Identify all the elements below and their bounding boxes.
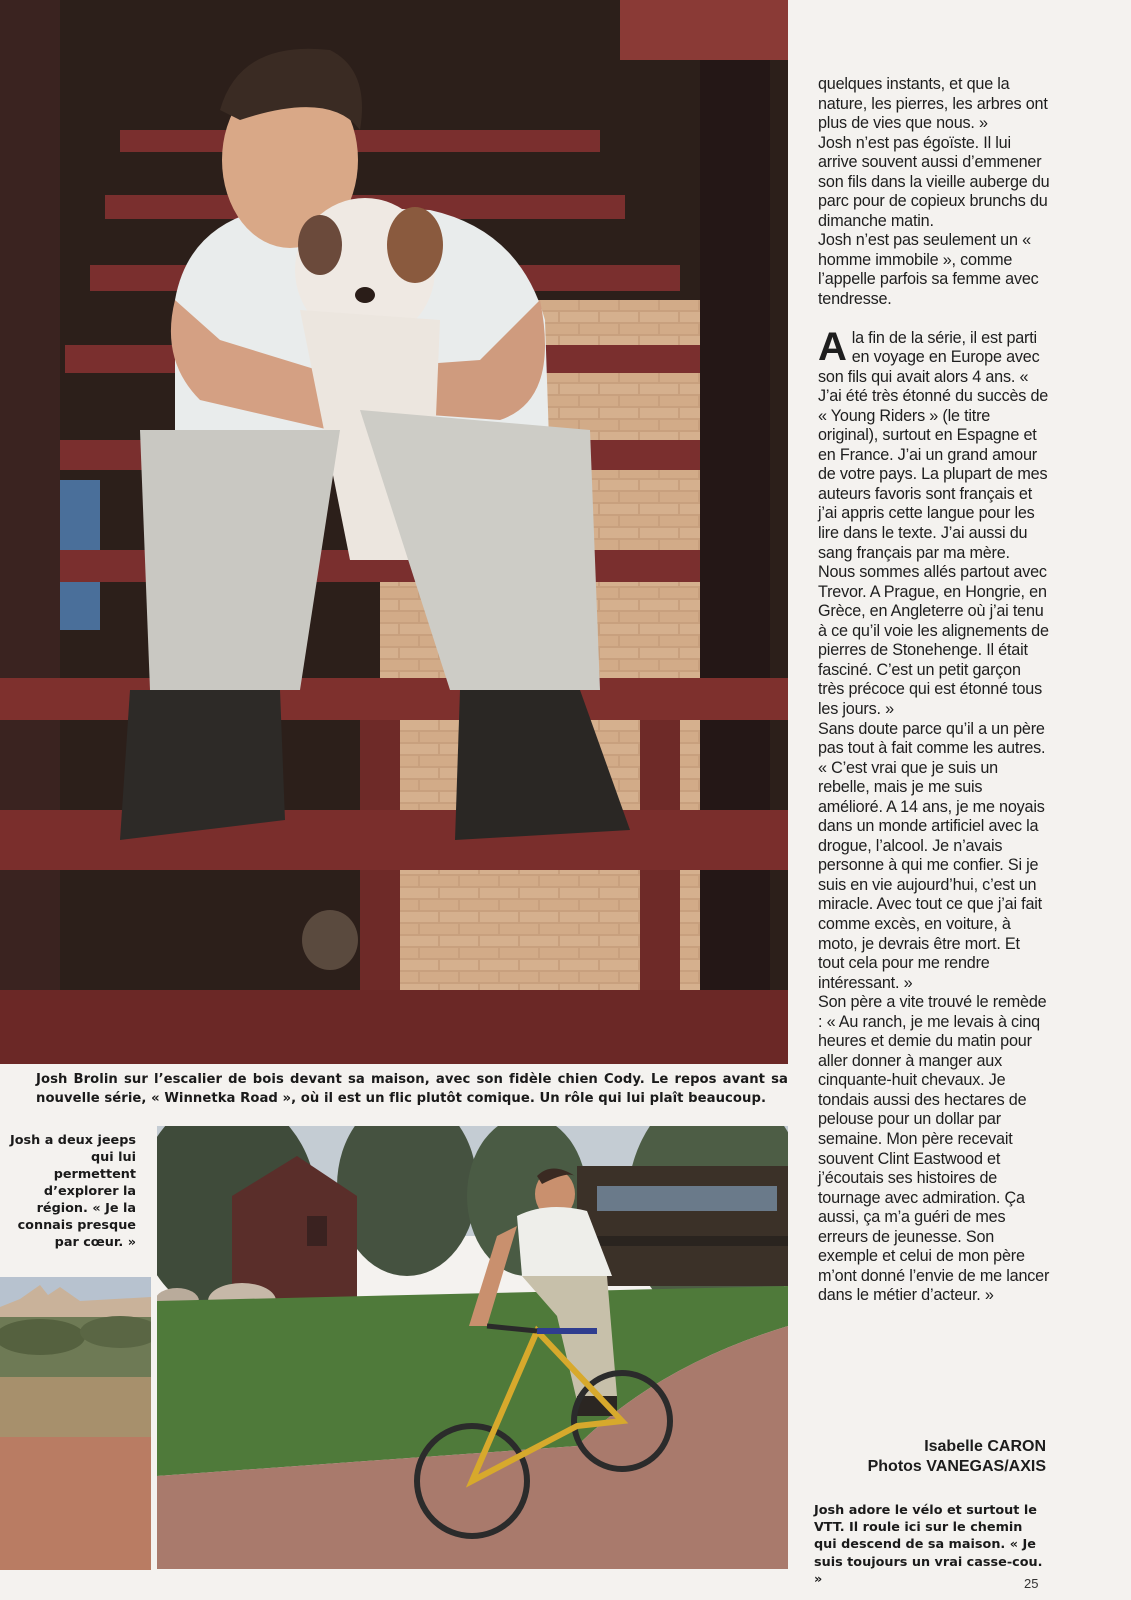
article-paragraph: Sans doute parce qu’il a un père pas tout à fait comme les autres. « C’est vrai que je suis un rebelle, mais je me suis amélioré. A 14 ans, je me noyais dans un monde artificiel avec la drogue, l’alcool. Je n’avais personne à qui me confier. Si je suis en vie aujourd’hui, c’est un miracle. Avec tout ce que j’ai fait comme excès, en voiture, à moto, je devrais être mort. Et tout cela pour me rendre intéressant. » (818, 719, 1046, 992)
bike-photo (157, 1126, 788, 1569)
jeep-caption: Josh a deux jeeps qui lui permettent d’explorer la région. « Je la connais presque par cœur. » (9, 1133, 136, 1250)
article-paragraph: Son père a vite trouvé le remède : « Au ranch, je me levais à cinq heures et demie du matin pour aller donner à manger aux cinquante-huit chevaux. Je tondais aussi des hectares de pelouse pour un dollar par semaine. Mon père recevait souvent Clint Eastwood et j’écoutais ses histoires de tournage avec admiration. Ça aussi, ça m’a guéri de mes erreurs de jeunesse. Son exemple et celui de mon père m’ont donné l’envie de me lancer dans le métier d’acteur. » (818, 993, 1050, 1305)
article-section-2-paragraph (818, 324, 1050, 720)
photo-credit: Photos VANEGAS/AXIS (867, 1457, 1046, 1475)
article-paragraph: quelques instants, et que la nature, les pierres, les arbres ont plus de vies que nous. » (818, 75, 1048, 133)
article-paragraph: Josh n’est pas égoïste. Il lui arrive souvent aussi d’emmener son fils dans la vieille auberge du parc pour de copieux brunchs du dimanche matin. (818, 133, 1050, 230)
step (0, 678, 788, 720)
article-text: la fin de la série, il est parti en voyage en Europe avec son fils qui avait alors 4 ans. « J’ai été très étonné du succès de « Young Riders » (le titre original), surtout en Espagne et en France. J’ai un grand amour de votre pays. La plupart de mes auteurs favoris sont français et j’ai appris cette langue pour les lire dans le texte. J’ai aussi du sang français par ma mère. Nous sommes allés partout avec Trevor. A Prague, en Hongrie, en Grèce, en Angleterre où j’ai tenu à ce qu’il voie les alignements de pierres de Stonehenge. Il était fasciné. C’est un petit garçon très précoce qui est étonné tous les jours. » (818, 328, 1049, 718)
article-paragraph: Josh n’est pas seulement un « homme immobile », comme l’appelle parfois sa femme avec tendresse. (818, 231, 1039, 309)
author-name: Isabelle CARON (924, 1438, 1046, 1455)
landscape-photo (0, 1277, 151, 1570)
main-photo (0, 0, 788, 1064)
step (0, 810, 788, 870)
main-photo-caption: Josh Brolin sur l’escalier de bois devant sa maison, avec son fidèle chien Cody. Le repos avant sa nouvelle série, « Winnetka Road », où il est un flic plutôt comique. Un rôle qui lui plaît beaucoup. (36, 1072, 788, 1106)
article-credits (818, 1437, 1046, 1476)
page-number: 25 (1024, 1576, 1039, 1591)
bike-photo-caption: Josh adore le vélo et surtout le VTT. Il roule ici sur le chemin qui descend de sa maison. « Je suis toujours un vrai casse-cou. » (814, 1503, 1043, 1587)
article-body (818, 75, 1050, 1306)
drop-cap: A (818, 324, 847, 369)
step (0, 990, 788, 1064)
